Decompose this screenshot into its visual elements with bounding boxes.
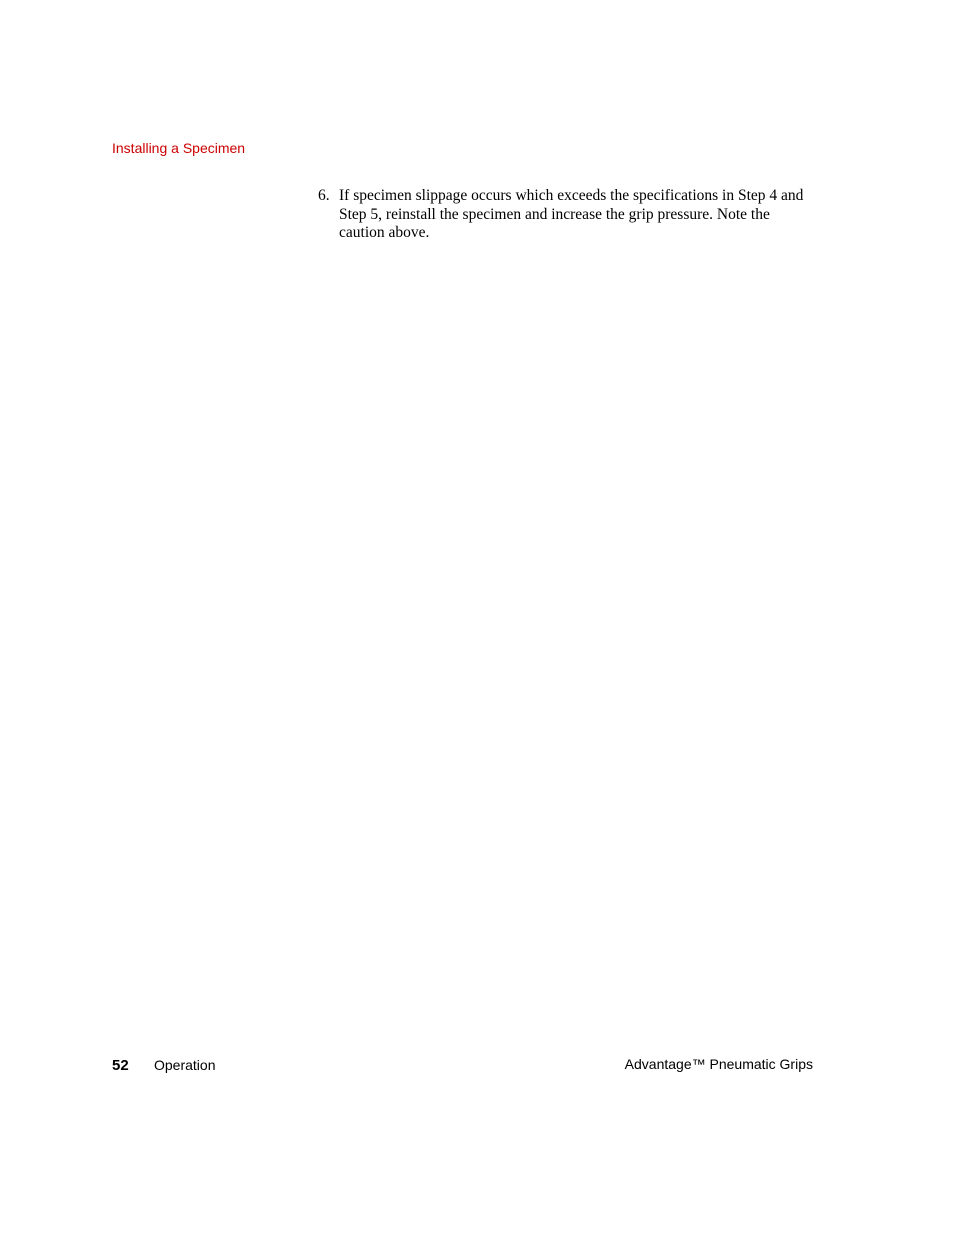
footer-product-name: Advantage™ Pneumatic Grips xyxy=(624,1056,813,1072)
section-header-title: Installing a Specimen xyxy=(112,140,246,156)
step-text: If specimen slippage occurs which exceeds the specifications in Step 4 and Step 5, reinstall the specimen and increase the grip pressure. Note the caution above. xyxy=(339,187,804,241)
step-item xyxy=(318,187,818,243)
footer-section-name: Operation xyxy=(154,1057,216,1073)
step-number: 6. xyxy=(318,187,330,204)
page-number: 52 xyxy=(112,1057,129,1074)
